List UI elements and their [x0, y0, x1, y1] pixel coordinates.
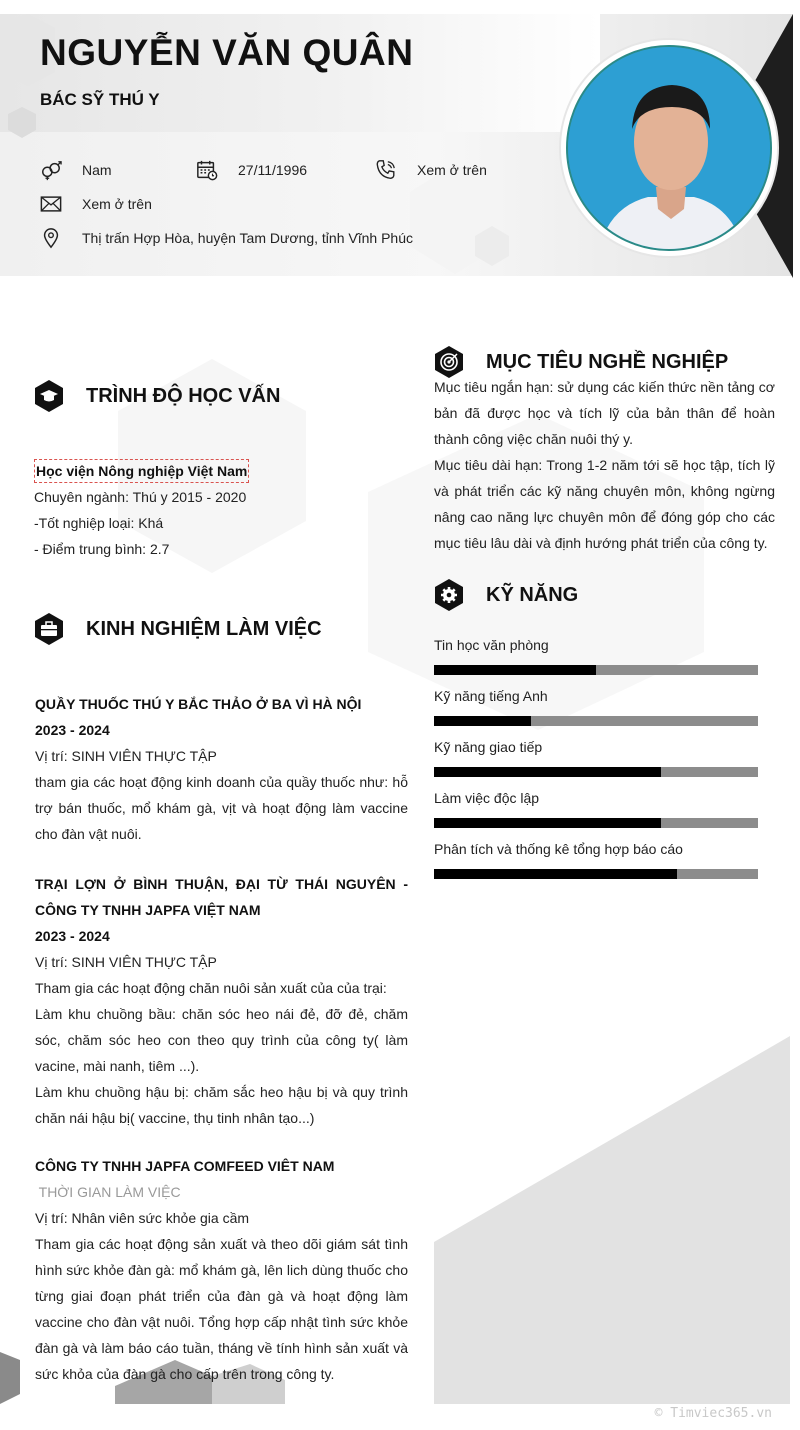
skill-level-bar: [434, 818, 758, 828]
skill-item: [434, 841, 758, 879]
skill-level-fill: [434, 716, 531, 726]
gender-value: Nam: [82, 162, 112, 178]
watermark: © Timviec365.vn: [654, 1406, 772, 1421]
skill-item: [434, 790, 758, 828]
skill-level-fill: [434, 869, 677, 879]
skill-item: [434, 637, 758, 675]
skill-level-bar: [434, 716, 758, 726]
info-address: [40, 227, 413, 249]
objective-long: Mục tiêu dài hạn: Trong 1-2 năm tới sẽ học tập, tích lỹ và phát triển các kỹ năng chuyên môn, không ngừng nâng cao năng lực chuyên môn để đóng góp cho các mục tiêu lâu dài và định hướng phát triển của công ty.: [434, 457, 775, 551]
birthdate-value: 27/11/1996: [238, 162, 308, 178]
skill-level-fill: [434, 767, 661, 777]
skill-level-bar: [434, 665, 758, 675]
education-line: Chuyên ngành: Thú y 2015 - 2020: [34, 489, 247, 505]
job-title: BÁC SỸ THÚ Y: [40, 90, 160, 109]
briefcase-icon: [34, 613, 64, 645]
gear-icon: [434, 579, 464, 611]
info-birthdate: [196, 159, 307, 181]
job-description: tham gia các hoạt động kinh doanh của quầy thuốc như: hỗ trợ bán thuốc, mổ khám gà, vịt và hoạt động làm vaccine cho đàn vật nuôi.: [35, 774, 408, 842]
job-position: Vị trí: Nhân viên sức khỏe gia cầm: [35, 1210, 250, 1226]
job-period: 2023 - 2024: [35, 722, 110, 738]
calendar-icon: [196, 159, 218, 181]
skills-heading-label: KỸ NĂNG: [486, 583, 579, 606]
hexagon-decoration: [410, 164, 520, 294]
skill-item: [434, 688, 758, 726]
phone-value: Xem ở trên: [417, 162, 487, 178]
education-heading-label: TRÌNH ĐỘ HỌC VẤN: [86, 384, 281, 407]
education-block: [34, 458, 404, 562]
skill-item: [434, 739, 758, 777]
education-line: -Tốt nghiệp loại: Khá: [34, 515, 164, 531]
skill-label: Kỹ năng tiếng Anh: [434, 688, 548, 704]
job-entry: [35, 691, 408, 847]
profile-photo: [566, 45, 772, 251]
envelope-icon: [40, 193, 62, 215]
skill-level-bar: [434, 767, 758, 777]
info-email: [40, 193, 152, 215]
job-entry: [35, 871, 408, 1131]
graduation-cap-icon: [34, 380, 64, 412]
info-gender: [40, 159, 112, 181]
triangle-decoration: [434, 1036, 793, 1404]
experience-heading-label: KINH NGHIỆM LÀM VIỆC: [86, 617, 322, 640]
info-phone: [375, 159, 487, 181]
skills-heading: [434, 579, 578, 611]
job-description: Làm khu chuồng bầu: chăn sóc heo nái đẻ, đỡ đẻ, chăm sóc, chăm sóc heo con theo quy trình của công ty( làm vacine, mài nanh, tiêm ...).: [35, 1006, 408, 1074]
experience-heading: [34, 613, 322, 645]
candidate-name: NGUYỄN VĂN QUÂN: [40, 32, 414, 73]
school-name: Học viện Nông nghiệp Việt Nam: [34, 459, 249, 483]
skill-level-bar: [434, 869, 758, 879]
objective-heading-label: MỤC TIÊU NGHỀ NGHIỆP: [486, 350, 729, 373]
job-period: 2023 - 2024: [35, 928, 110, 944]
job-description: Tham gia các hoạt động sản xuất và theo dõi giám sát tình hình sức khỏe đàn gà: mổ khám gà, lên lich dùng thuốc cho từng giai đoạn phát triển của đàn gà và hoạt động làm vaccine cho đàn vật nuôi. Tổng hợp cấp nhật tình sức khỏe đàn gà và làm báo cáo tuần, tháng về tính hình sản xuất và sức khỏa của đàn gà cho cấp trên trong công ty.: [35, 1236, 408, 1382]
education-heading: [34, 380, 280, 412]
skill-label: Tin học văn phòng: [434, 637, 549, 653]
job-entry: [35, 1153, 408, 1387]
education-line: - Điểm trung bình: 2.7: [34, 541, 170, 557]
skill-level-fill: [434, 818, 661, 828]
job-description: Làm khu chuồng hậu bị: chăm sắc heo hậu bị và quy trình chăn nái hậu bị( vaccine, thụ tinh nhân tạo...): [35, 1084, 408, 1126]
skill-label: Làm việc độc lập: [434, 790, 540, 806]
job-period: THỜI GIAN LÀM VIỆC: [35, 1184, 181, 1200]
address-value: Thị trấn Hợp Hòa, huyện Tam Dương, tỉnh Vĩnh Phúc: [82, 230, 413, 246]
skill-label: Phân tích và thống kê tổng hợp báo cáo: [434, 841, 683, 857]
objective-short: Mục tiêu ngắn hạn: sử dụng các kiến thức nền tảng cơ bản đã được học và tích lỹ của bản thân để hoàn thành công việc chăn nuôi thý y.: [434, 379, 775, 447]
cv-page: [0, 14, 793, 1404]
gender-icon: [40, 159, 62, 181]
job-position: Vị trí: SINH VIÊN THỰC TẬP: [35, 954, 217, 970]
objective-block: [434, 374, 775, 556]
skill-level-fill: [434, 665, 596, 675]
skill-label: Kỹ năng giao tiếp: [434, 739, 543, 755]
phone-icon: [375, 159, 397, 181]
job-description: Tham gia các hoạt động chăn nuôi sản xuất của của trại:: [35, 980, 387, 996]
avatar: [561, 40, 777, 256]
job-position: Vị trí: SINH VIÊN THỰC TẬP: [35, 748, 217, 764]
location-pin-icon: [40, 227, 62, 249]
job-company: QUẦY THUỐC THÚ Y BẮC THẢO Ở BA VÌ HÀ NỘI: [35, 696, 362, 712]
email-value: Xem ở trên: [82, 196, 152, 212]
job-company: CÔNG TY TNHH JAPFA COMFEED VIÊT NAM: [35, 1158, 335, 1174]
job-company: TRẠI LỢN Ở BÌNH THUẬN, ĐẠI TỪ THÁI NGUYÊN - CÔNG TY TNHH JAPFA VIỆT NAM: [35, 876, 408, 918]
